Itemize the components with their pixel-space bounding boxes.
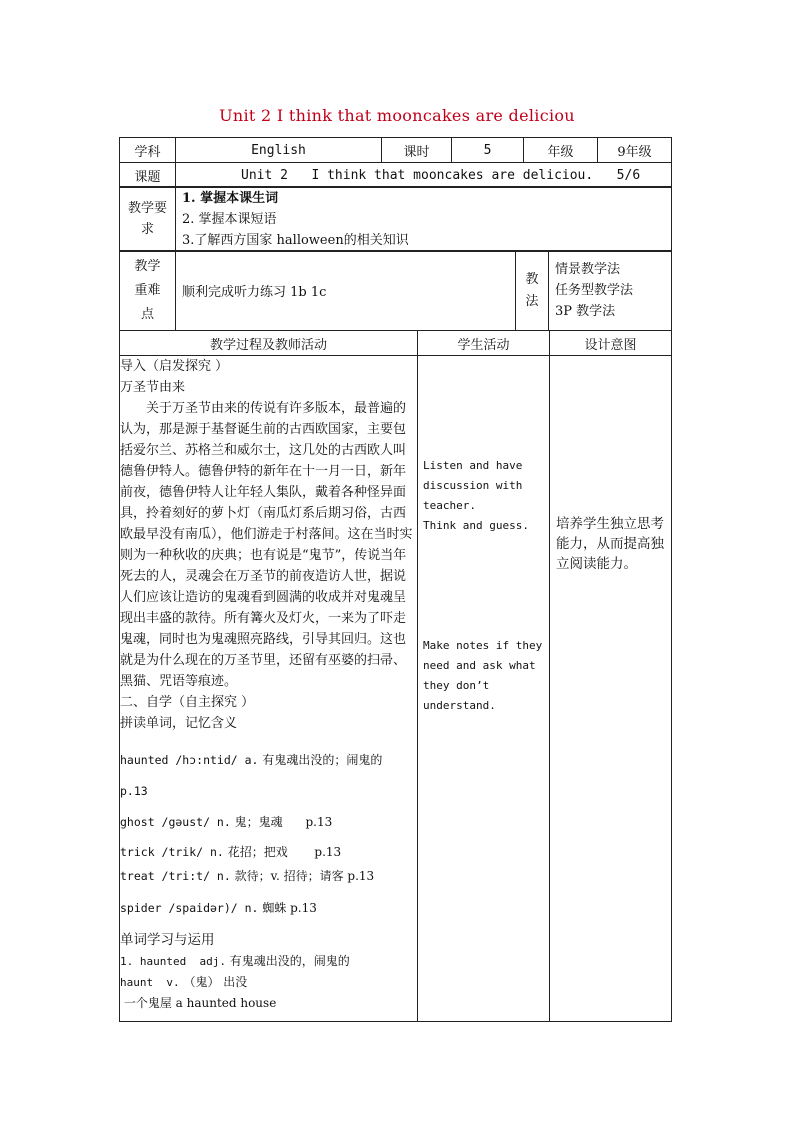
student-line: they don’t [423, 679, 490, 692]
grade-value: 9年级 [598, 138, 672, 163]
student-activity-cell [418, 356, 550, 1022]
document-title: Unit 2 I think that mooncakes are deliciou [219, 106, 575, 125]
method-item: 3P 教学法 [555, 304, 616, 319]
vocab-list [120, 744, 417, 930]
student-line: teacher. [423, 499, 476, 512]
methods-list [549, 251, 672, 331]
vocab-item: ghost /gəust/ n. 鬼；鬼魂 p.13 [120, 815, 333, 829]
design-intent-text: 培养学生独立思考能力，从而提高独立阅读能力。 [556, 516, 664, 572]
topic-value: Unit 2 I think that mooncakes are deliciou. 5/6 [176, 163, 672, 188]
student-line: discussion with [423, 479, 523, 492]
usage-line: 1. haunted adj. 有鬼魂出没的，闹鬼的 [120, 954, 350, 968]
key-points-value: 顺利完成听力练习 1b 1c [176, 251, 516, 331]
column-header-student: 学生活动 [418, 331, 550, 356]
intro-heading: 导入（启发探究 ） [120, 359, 229, 374]
requirements-label: 教学要求 [120, 187, 176, 252]
column-header-design: 设计意图 [550, 331, 672, 356]
student-line: Make notes if they [423, 639, 543, 652]
requirement-item: 2. 掌握本课短语 [182, 211, 277, 227]
key-points-table [119, 250, 672, 331]
column-header-process: 教学过程及教师活动 [120, 331, 418, 356]
student-line: understand. [423, 699, 496, 712]
grade-label: 年级 [524, 138, 598, 163]
method-item: 任务型教学法 [555, 283, 634, 298]
requirement-item: 3.了解西方国家 halloween的相关知识 [182, 232, 409, 248]
student-activity-block [418, 456, 549, 536]
vocab-item: treat /tri:t/ n. 款待；v. 招待；请客 p.13 [120, 869, 375, 883]
subject-value: English [176, 138, 382, 163]
usage-line: 一个鬼屋 a haunted house [120, 996, 277, 1010]
student-activity-block [418, 636, 549, 716]
intro-paragraph: 关于万圣节由来的传说有许多版本，最普遍的认为，那是源于基督诞生前的古西欧国家，主要包括爱尔兰、苏格兰和威尔士，这几处的古西欧人叫德鲁伊特人。德鲁伊特的新年在十一月一日，新年前夜，德鲁伊特人让年轻人集队，戴着各种怪异面具，拎着刻好的萝卜灯（南瓜灯系后期习俗，古西欧最早没有南瓜），他们游走于村落间。这在当时实则为一种秋收的庆典；也有说是“鬼节”，传说当年死去的人，灵魂会在万圣节的前夜造访人世，据说人们应该让造访的鬼魂看到圆满的收成并对鬼魂呈现出丰盛的款待。所有篝火及灯火，一来为了吓走鬼魂，同时也为鬼魂照亮路线，引导其回归。这也就是为什么现在的万圣节里，还留有巫婆的扫帚、黑猫、咒语等痕迹。 [120, 401, 413, 689]
vocab-item: spider /spaidər)/ n. 蜘蛛 p.13 [120, 901, 317, 915]
requirements-list [176, 187, 672, 252]
vocab-item: haunted /hɔ:ntid/ a. 有鬼魂出没的；闹鬼的 [120, 753, 383, 767]
method-item: 情景教学法 [555, 262, 621, 277]
key-points-label: 教学重难点 [120, 251, 176, 331]
method-label: 教法 [516, 251, 549, 331]
process-table [119, 330, 672, 1022]
student-line: Listen and have [423, 459, 523, 472]
process-cell [120, 356, 418, 1022]
student-line: need and ask what [423, 659, 536, 672]
topic-label: 课题 [120, 163, 176, 188]
vocab-item: trick /trik/ n. 花招；把戏 p.13 [120, 845, 342, 859]
usage-heading: 单词学习与运用 [120, 932, 215, 948]
student-line: Think and guess. [423, 519, 529, 532]
period-label: 课时 [382, 138, 452, 163]
vocab-item: p.13 [120, 784, 148, 798]
requirement-item: 1. 掌握本课生词 [182, 190, 279, 206]
intro-subheading: 万圣节由来 [120, 380, 186, 395]
usage-line: haunt v. （鬼） 出没 [120, 975, 248, 989]
subject-label: 学科 [120, 138, 176, 163]
lesson-info-table [119, 137, 672, 188]
design-intent-cell [550, 356, 672, 1022]
period-value: 5 [452, 138, 524, 163]
self-study-heading: 二、自学（自主探究 ） [120, 695, 255, 710]
requirements-table [119, 186, 672, 252]
self-study-subheading: 拼读单词，记忆含义 [120, 716, 238, 731]
